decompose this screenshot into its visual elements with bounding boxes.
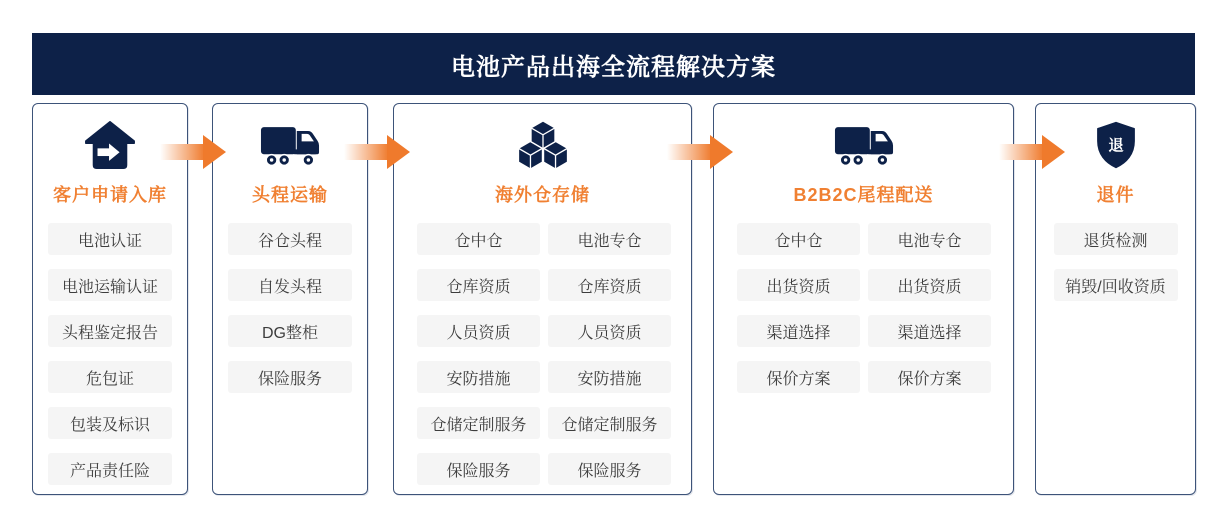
- header-banner: [32, 33, 1195, 95]
- list-item: 保价方案: [868, 361, 991, 393]
- list-item: 头程鉴定报告: [48, 315, 172, 347]
- list-item: 危包证: [48, 361, 172, 393]
- list-item: 产品责任险: [48, 453, 172, 485]
- stage-title: B2B2C尾程配送: [793, 185, 934, 205]
- list-item: 保险服务: [417, 453, 540, 485]
- house-arrow-icon: [85, 119, 135, 171]
- list-item: 退货检测: [1054, 223, 1178, 255]
- list-item: 电池运输认证: [48, 269, 172, 301]
- list-item: DG整柜: [228, 315, 352, 347]
- list-item: 渠道选择: [868, 315, 991, 347]
- flow-arrow-icon: [344, 135, 410, 169]
- page-title: 电池产品出海全流程解决方案: [451, 53, 776, 81]
- list-item: 仓库资质: [548, 269, 671, 301]
- list-item: 自发头程: [228, 269, 352, 301]
- stage-title: 客户申请入库: [53, 185, 167, 205]
- stage-title: 退件: [1096, 185, 1135, 205]
- flow-arrow-icon: [160, 135, 226, 169]
- list-item: 包装及标识: [48, 407, 172, 439]
- list-item: 谷仓头程: [228, 223, 352, 255]
- list-item: 仓储定制服务: [417, 407, 540, 439]
- list-item: 仓中仓: [737, 223, 860, 255]
- cubes-icon: [517, 119, 569, 171]
- list-item: 安防措施: [417, 361, 540, 393]
- stage-card-b2b2c-last-mile: [713, 103, 1014, 495]
- list-item: 仓中仓: [417, 223, 540, 255]
- truck-icon: [834, 119, 894, 171]
- list-item: 销毁/回收资质: [1054, 269, 1178, 301]
- shield-glyph: 退: [1107, 137, 1124, 155]
- stage-title: 头程运输: [252, 185, 328, 205]
- list-item: 保险服务: [548, 453, 671, 485]
- list-item: 电池专仓: [868, 223, 991, 255]
- list-item: 渠道选择: [737, 315, 860, 347]
- shield-return-icon: [1094, 119, 1138, 171]
- list-item: 仓库资质: [417, 269, 540, 301]
- list-item: 电池认证: [48, 223, 172, 255]
- list-item: 电池专仓: [548, 223, 671, 255]
- list-item: 出货资质: [868, 269, 991, 301]
- list-item: 人员资质: [417, 315, 540, 347]
- stage-title: 海外仓存储: [495, 185, 590, 205]
- list-item: 安防措施: [548, 361, 671, 393]
- flow-arrow-icon: [999, 135, 1065, 169]
- list-item: 出货资质: [737, 269, 860, 301]
- flow-arrow-icon: [667, 135, 733, 169]
- list-item: 仓储定制服务: [548, 407, 671, 439]
- stage-card-overseas-warehouse: [393, 103, 692, 495]
- list-item: 保价方案: [737, 361, 860, 393]
- truck-icon: [260, 119, 320, 171]
- list-item: 保险服务: [228, 361, 352, 393]
- list-item: 人员资质: [548, 315, 671, 347]
